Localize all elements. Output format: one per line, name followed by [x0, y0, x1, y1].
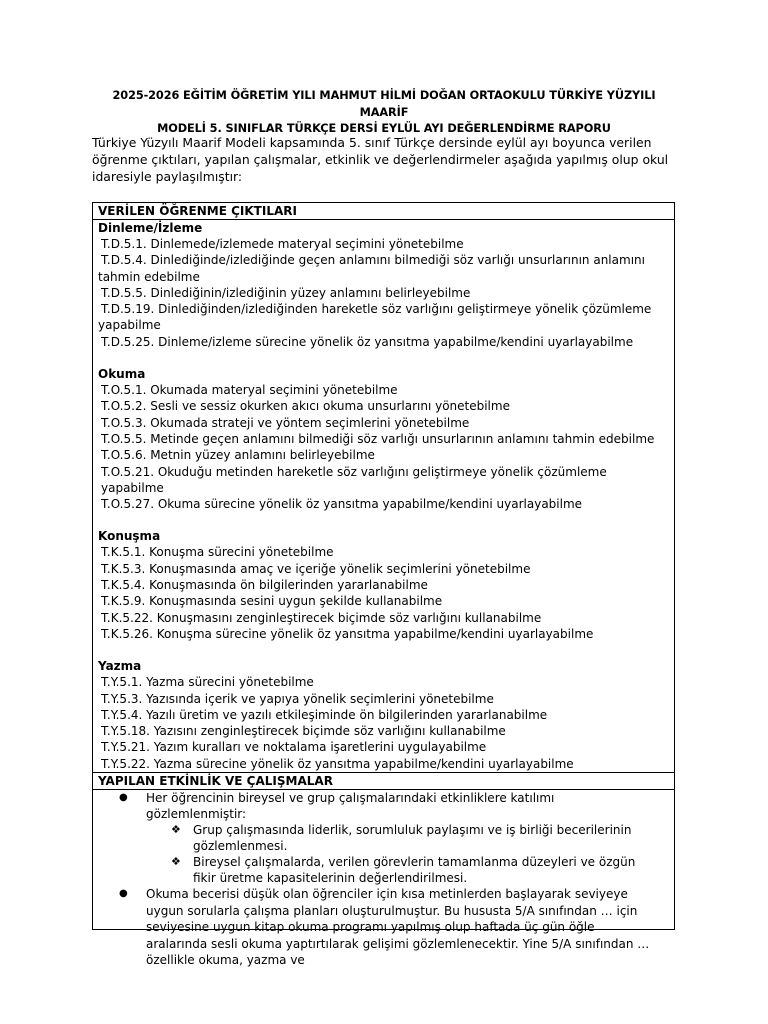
- outcomes-header: VERİLEN ÖĞRENME ÇIKTILARI: [93, 203, 674, 220]
- outcome-item: T.K.5.1. Konuşma sürecini yönetebilme: [101, 545, 334, 560]
- outcome-item: T.K.5.9. Konuşmasında sesini uygun şekilde kullanabilme: [101, 594, 443, 609]
- activity-sub-bullet: [93, 854, 674, 886]
- outcome-item: T.D.5.19. Dinlediğinden/izlediğinden hareketle söz varlığını geliştirmeye yönelik çözümleme yapabilme: [98, 302, 652, 333]
- title-line-2: MODELİ 5. SINIFLAR TÜRKÇE DERSİ EYLÜL AYI DEĞERLENDİRME RAPORU: [157, 122, 611, 135]
- group-writing: [93, 658, 674, 772]
- group-title: Konuşma: [98, 529, 161, 544]
- outcome-item: T.Y.5.22. Yazma sürecine yönelik öz yansıtma yapabilme/kendini uyarlayabilme: [101, 756, 574, 771]
- outcome-item: T.O.5.21. Okuduğu metinden hareketle söz varlığını geliştirmeye yönelik çözümleme yapabilme: [101, 464, 607, 495]
- outcome-item: T.Y.5.21. Yazım kuralları ve noktalama işaretlerini uygulayabilme: [101, 740, 487, 755]
- activity-sub-text: Grup çalışmasında liderlik, sorumluluk paylaşımı ve iş birliği becerilerinin gözlemlenmesi.: [193, 823, 632, 854]
- outcome-item: T.O.5.5. Metinde geçen anlamını bilmediği söz varlığı unsurlarının anlamını tahmin edebilme: [101, 431, 655, 446]
- outcome-item: T.Y.5.4. Yazılı üretim ve yazılı etkileşiminde ön bilgilerinden yararlanabilme: [101, 707, 548, 722]
- outcome-item: T.Y.5.18. Yazısını zenginleştirecek biçimde söz varlığını kullanabilme: [101, 724, 506, 739]
- group-title: Dinleme/İzleme: [98, 221, 203, 235]
- activity-sub-text: Bireysel çalışmalarda, verilen görevlerin tamamlanma düzeyleri ve özgün fikir üretme kapasitelerinin değerlendirilmesi.: [193, 855, 636, 886]
- group-title: Okuma: [98, 367, 146, 382]
- outcome-item: T.O.5.2. Sesli ve sessiz okurken akıcı okuma unsurlarını yönetebilme: [101, 399, 510, 414]
- outcome-item: T.Y.5.1. Yazma sürecini yönetebilme: [101, 675, 314, 690]
- title-line-1: 2025-2026 EĞİTİM ÖĞRETİM YILI MAHMUT HİLMİ DOĞAN ORTAOKULU TÜRKİYE YÜZYILI MAARİF: [112, 89, 656, 119]
- diamond-bullet-icon: ❖: [171, 823, 181, 837]
- outcome-item: T.D.5.4. Dinlediğinde/izlediğinde geçen anlamını bilmediği söz varlığı unsurlarının anlamını tahmin edebilme: [98, 253, 645, 284]
- outcome-item: T.O.5.6. Metnin yüzey anlamını belirleyebilme: [101, 448, 375, 463]
- outcome-item: T.Y.5.3. Yazısında içerik ve yapıya yönelik seçimlerini yönetebilme: [101, 691, 494, 706]
- group-title: Yazma: [98, 659, 142, 674]
- bullet-dot-icon: ●: [119, 888, 128, 900]
- report-title: [92, 88, 676, 138]
- report-table: [92, 202, 675, 968]
- group-listening: [93, 220, 674, 350]
- outcome-item: T.O.5.1. Okumada materyal seçimini yönetebilme: [101, 383, 398, 398]
- activity-text: Okuma becerisi düşük olan öğrenciler için kısa metinlerden başlayarak seviyeye uygun sorularla çalışma planları oluşturulmuştur. Bu hususta 5/A sınıfından … için seviyesine uygun kitap okuma programı yapılmış olup haftada üç gün öğle aralarında sesli okuma yaptırtılarak gelişimi gözlemlenecektir. Yine 5/A sınıfından … özellikle okuma, yazma ve: [146, 887, 650, 968]
- group-speaking: [93, 528, 674, 642]
- outcome-item: T.O.5.27. Okuma sürecine yönelik öz yansıtma yapabilme/kendini uyarlayabilme: [101, 497, 583, 512]
- outcome-item: T.D.5.1. Dinlemede/izlemede materyal seçimini yönetebilme: [101, 237, 464, 251]
- outcome-item: T.K.5.26. Konuşma sürecine yönelik öz yansıtma yapabilme/kendini uyarlayabilme: [101, 626, 594, 641]
- outcome-item: T.D.5.25. Dinleme/izleme sürecine yönelik öz yansıtma yapabilme/kendini uyarlayabilme: [101, 334, 634, 349]
- activity-sub-bullet: [93, 822, 674, 854]
- activity-bullet: [93, 790, 674, 822]
- spacer: [93, 512, 674, 528]
- group-reading: [93, 366, 674, 512]
- spacer: [93, 642, 674, 658]
- outcome-item: T.K.5.4. Konuşmasında ön bilgilerinden yararlanabilme: [101, 578, 428, 593]
- bullet-dot-icon: ●: [119, 792, 128, 804]
- activities-header: YAPILAN ETKİNLİK VE ÇALIŞMALAR: [93, 772, 674, 790]
- outcome-item: T.K.5.22. Konuşmasını zenginleştirecek biçimde söz varlığını kullanabilme: [101, 610, 542, 625]
- activity-bullet: [93, 886, 674, 969]
- intro-paragraph: Türkiye Yüzyılı Maarif Modeli kapsamında 5. sınıf Türkçe dersinde eylül ayı boyunca verilen öğrenme çıktıları, yapılan çalışmalar, etkinlik ve değerlendirmeler aşağıda yapılmış olup okul idaresiyle paylaşılmıştır:: [92, 135, 669, 184]
- spacer: [93, 350, 674, 366]
- outcome-item: T.K.5.3. Konuşmasında amaç ve içeriğe yönelik seçimlerini yönetebilme: [101, 561, 531, 576]
- outcome-item: T.D.5.5. Dinlediğinin/izlediğinin yüzey anlamını belirleyebilme: [101, 285, 471, 300]
- diamond-bullet-icon: ❖: [171, 855, 181, 869]
- outcome-item: T.O.5.3. Okumada strateji ve yöntem seçimlerini yönetebilme: [101, 415, 470, 430]
- activity-text: Her öğrencinin bireysel ve grup çalışmalarındaki etkinliklere katılımı gözlemlenmiştir:: [146, 791, 555, 822]
